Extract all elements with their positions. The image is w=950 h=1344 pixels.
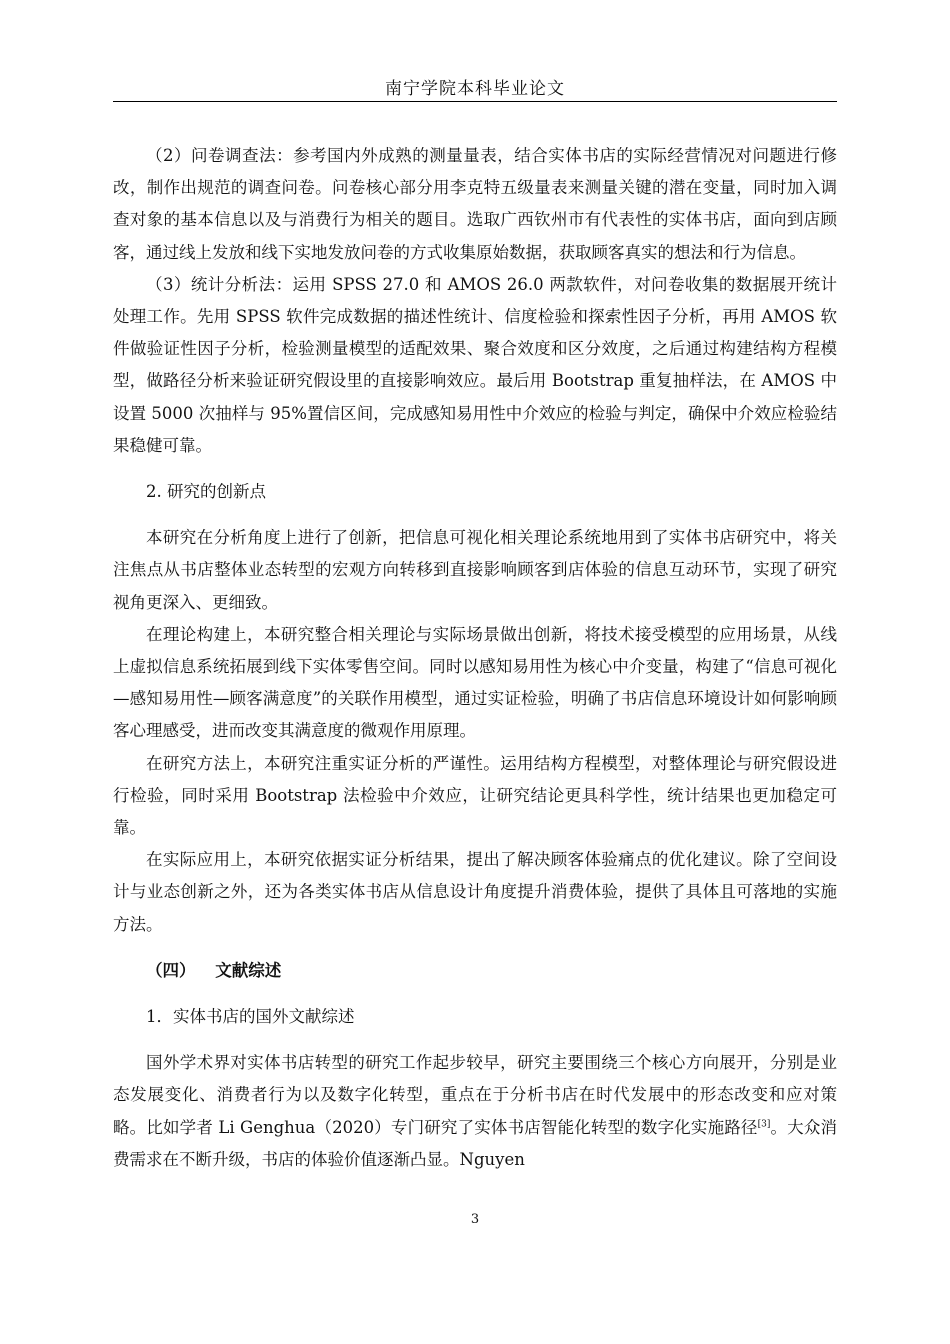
- paragraph-innovation-method: 在研究方法上，本研究注重实证分析的严谨性。运用结构方程模型，对整体理论与研究假设进行检验，同时采用 Bootstrap 法检验中介效应，让研究结论更具科学性，统计结果也更加稳定可靠。: [113, 753, 837, 838]
- paragraph-questionnaire-method: （2）问卷调查法：参考国内外成熟的测量量表，结合实体书店的实际经营情况对问题进行修改，制作出规范的调查问卷。问卷核心部分用李克特五级量表来测量关键的潜在变量，同时加入调查对象的基本信息以及与消费行为相关的题目。选取广西钦州市有代表性的实体书店，面向到店顾客，通过线上发放和线下实地发放问卷的方式收集原始数据，获取顾客真实的想法和行为信息。: [113, 146, 837, 262]
- heading-foreign-review: 1．实体书店的国外文献综述: [146, 1007, 355, 1027]
- paragraph-innovation-application: 在实际应用上，本研究依据实证分析结果，提出了解决顾客体验痛点的优化建议。除了空间设计与业态创新之外，还为各类实体书店从信息设计角度提升消费体验，提供了具体且可落地的实施方法。: [113, 850, 837, 934]
- section-four-number: （四）: [146, 960, 196, 980]
- paragraph-innovation-perspective: 本研究在分析角度上进行了创新，把信息可视化相关理论系统地用到了实体书店研究中，将关注焦点从书店整体业态转型的宏观方向转移到直接影响顾客到店体验的信息互动环节，实现了研究视角更深入、更细致。: [113, 528, 837, 612]
- heading-section-four: [113, 955, 837, 987]
- citation-ref: [3]: [757, 1119, 771, 1130]
- section-four-title: 文献综述: [215, 960, 282, 980]
- heading-innovation: 2. 研究的创新点: [146, 482, 266, 502]
- foreign-review-text-b: 。大众消费需求在不断升级，书店的体验价值逐渐凸显。Nguyen: [113, 1117, 837, 1169]
- running-header: 南宁学院本科毕业论文: [385, 79, 565, 99]
- paragraph-statistical-method: （3）统计分析法：运用 SPSS 27.0 和 AMOS 26.0 两款软件，对问卷收集的数据展开统计处理工作。先用 SPSS 软件完成数据的描述性统计、信度检验和探索性因子分析，再用 AMOS 软件做验证性因子分析，检验测量模型的适配效果、聚合效度和区分效度，之后通过构建结构方程模型，做路径分析来验证研究假设里的直接影响效应。最后用 Bootstrap 重复抽样法，在 AMOS 中设置 5000 次抽样与 95%置信区间，完成感知易用性中介效应的检验与判定，确保中介效应检验结果稳健可靠。: [113, 274, 837, 455]
- header-rule: [113, 101, 837, 102]
- page-body: [113, 140, 837, 1176]
- paragraph-foreign-review: [113, 1047, 837, 1176]
- paragraph-innovation-theory: 在理论构建上，本研究整合相关理论与实际场景做出创新，将技术接受模型的应用场景，从线上虚拟信息系统拓展到线下实体零售空间。同时以感知易用性为核心中介变量，构建了“信息可视化—感知易用性—顾客满意度”的关联作用模型，通过实证检验，明确了书店信息环境设计如何影响顾客心理感受，进而改变其满意度的微观作用原理。: [113, 624, 837, 741]
- foreign-review-text-a: 国外学术界对实体书店转型的研究工作起步较早，研究主要围绕三个核心方向展开，分别是业态发展变化、消费者行为以及数字化转型，重点在于分析书店在时代发展中的形态改变和应对策略。比如学者 Li Genghua（2020）专门研究了实体书店智能化转型的数字化实施路径: [113, 1053, 837, 1137]
- page-number: 3: [470, 1212, 480, 1227]
